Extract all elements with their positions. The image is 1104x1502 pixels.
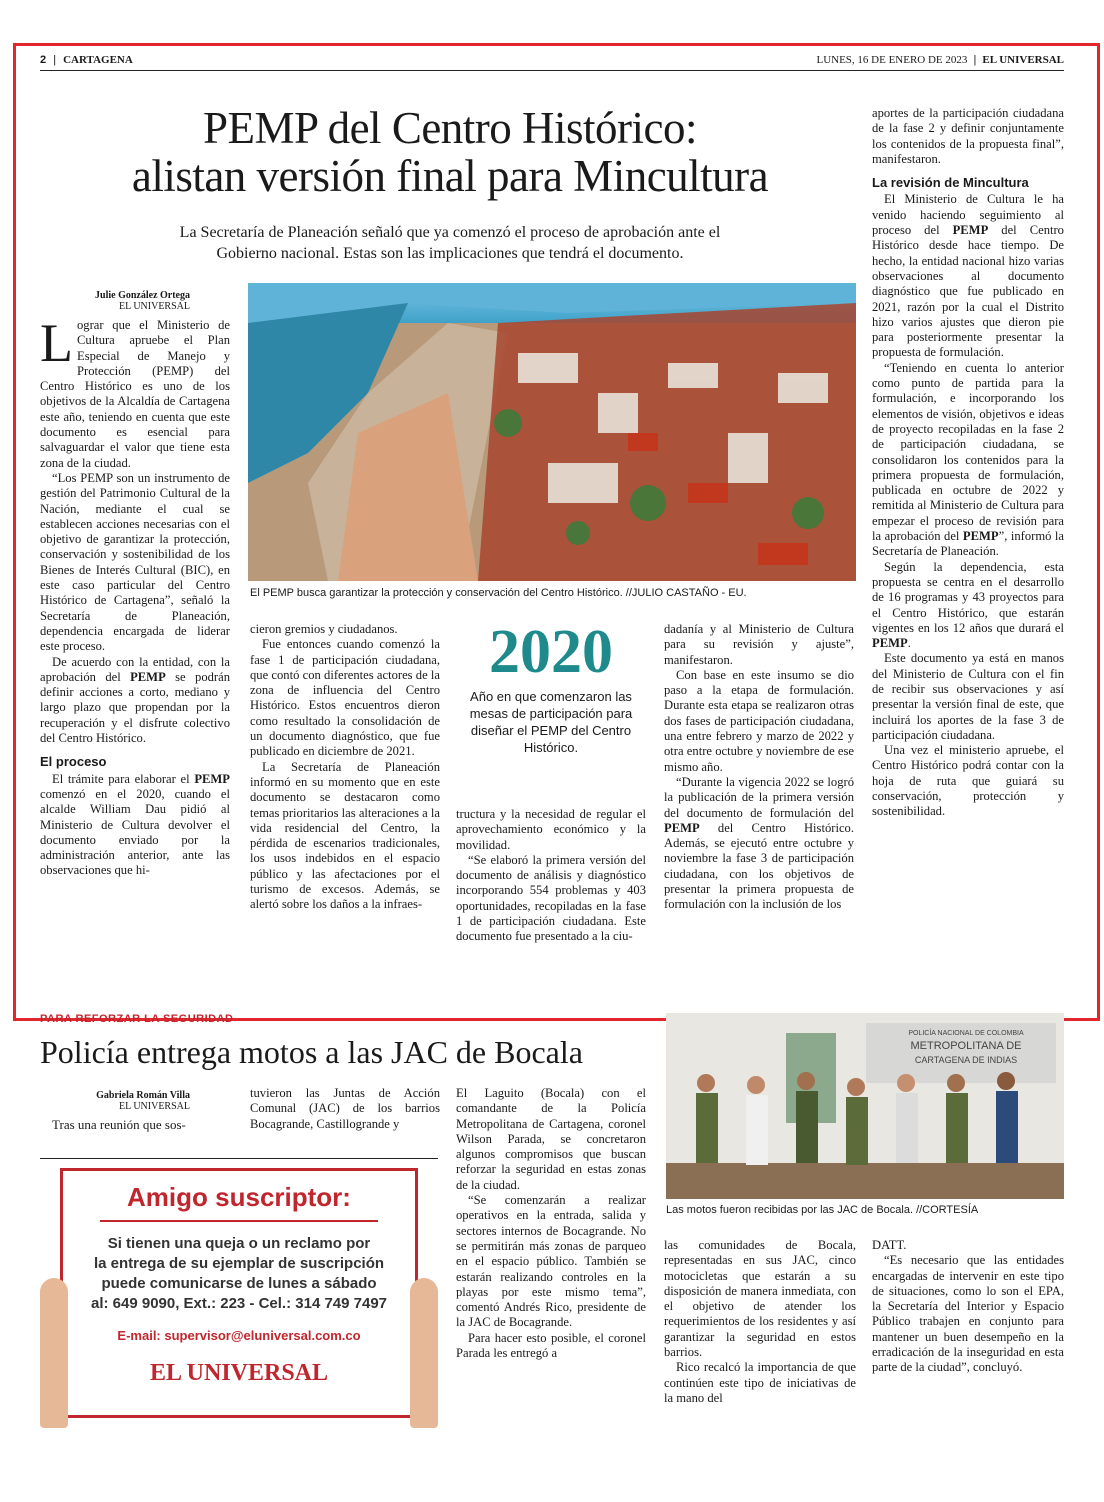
svg-text:CARTAGENA DE INDIAS: CARTAGENA DE INDIAS [914,1055,1018,1065]
ad-email: E-mail: supervisor@eluniversal.com.co [117,1328,361,1343]
byline [40,290,190,312]
ad-title: Amigo suscriptor: [127,1182,351,1212]
drop-cap: L [40,313,73,373]
byline [40,1090,190,1112]
author-outlet: EL UNIVERSAL [118,301,190,312]
police-group-image [666,1013,1064,1199]
subscriber-ad [40,1168,438,1428]
article2-photo [666,1013,1064,1199]
issue-date: LUNES, 16 DE ENERO DE 2023 [816,54,968,66]
author-name: Julie González Ortega [95,290,190,301]
stat-description: Año en que comenzaron las mesas de participación para diseñar el PEMP del Centro Histórico. [469,689,633,755]
city-aerial-image [248,283,856,581]
svg-text:POLICÍA NACIONAL DE COLOMBIA: POLICÍA NACIONAL DE COLOMBIA [908,1030,1024,1037]
stat-number: 2020 [489,618,613,686]
divider [40,1158,438,1159]
subheading: El proceso [40,754,107,770]
right-hand-icon [410,1278,438,1428]
article-column-5: aportes de la participación ciudadana de la fase 2 y definir conjuntamente los contenidos de la propuesta final”, manifestaron. La revisión de Mincultura El Ministerio de Cultura le ha venido haciendo seguimiento al proceso del PEMP del Centro Histórico desde hace tiempo. De hecho, la entidad nacional hizo varias observaciones al documento diagnóstico que fue publicado en 2021, razón por la cual el Distrito hizo varios ajustes que dieron pie para posteriormente presentar la propuesta de formulación. “Teniendo en cuenta lo anterior como punto de partida para la formulación, e incorporando los elementos de visión, objetivos e ideas de proyecto recopiladas en la fase 2 de participación ciudadana, se consolidaron los contenidos para la primera propuesta de formulación, publicada en octubre de 2022 y remitida al Ministerio de Cultura para empezar el proceso de revisión para la aprobación del PEMP”, informó la Secretaría de Planeación. Según la dependencia, esta propuesta se centra en el desarrollo de 16 programas y 43 proyectos para el Centro Histórico, que estarán vigentes en los 12 años que durará el PEMP. Este documento ya está en manos del Ministerio de Cultura con el fin de recibir sus observaciones y así presentar la versión final de este, que incluirá los aportes de la fase 3 de participación ciudadana. Una vez el ministerio apruebe, el Centro Histórico podrá contar con la hoja de ruta que guiará su conservación, protección y sostenibilidad. [872,106,1064,819]
article2-column-5: DATT. “Es necesario que las entidades encargadas de intervenir en este tipo de situaciones, como lo son el EPA, la Secretaría del Interior y Espacio Público trabajen en conjunto para mantener un buen desempeño en la erradicación de la inseguridad en esta parte de la ciudad”, concluyó. [872,1238,1064,1375]
author-outlet: EL UNIVERSAL [118,1101,190,1112]
stat-highlight [456,620,646,756]
subheading: La revisión de Mincultura [872,175,1029,191]
svg-text:METROPOLITANA DE: METROPOLITANA DE [910,1040,1022,1052]
article-column-3: tructura y la necesidad de regular el aprovechamiento económico y la movilidad. “Se elaboró la primera versión del documento de análisis y diagnóstico incorporando 554 problemas y 403 oportunidades, recopiladas en la fase 1 de participación ciudadana. Este documento fue presentado a la ciu- [456,807,646,944]
article-deck: La Secretaría de Planeación señaló que ya comenzó el proceso de aprobación ante el Gobierno nacional. Estas son las implicaciones que tendrá el documento. [179,224,721,262]
article2-headline: Policía entrega motos a las JAC de Bocala [40,1034,583,1070]
article2-column-2: tuvieron las Juntas de Acción Comunal (JAC) de los barrios Bocagrande, Castillogrande y [250,1086,440,1131]
article-photo [248,283,856,581]
article2-column-1: Tras una reunión que sos- [52,1117,186,1132]
section-name: CARTAGENA [63,54,133,66]
ad-brand: EL UNIVERSAL [149,1360,329,1386]
left-hand-icon [40,1278,68,1428]
author-name: Gabriela Román Villa [96,1090,190,1101]
article-column-1: Lograr que el Ministerio de Cultura apruebe el Plan Especial de Manejo y Protección (PEMP) del Centro Histórico es uno de los objetivos de la Alcaldía de Cartagena este año, teniendo en cuenta que este documento es esencial para salvaguardar el valor que tiene esta zona de la ciudad. “Los PEMP son un instrumento de gestión del Patrimonio Cultural de la Nación, mediante el cual se establecen acciones necesarias con el objetivo de garantizar la protección, conservación y sostenibilidad de los Bienes de Interés Cultural (BIC), en este caso particular del Centro Histórico de Cartagena”, señaló la Secretaría de Planeación, dependencia encargada de liderar este proceso. De acuerdo con la entidad, con la aprobación del PEMP se podrán definir acciones a corto, mediano y largo plazo que propendan por la recuperación y el disfrute colectivo del Centro Histórico. El proceso El trámite para elaborar el PEMP comenzó en el 2020, cuando el alcalde William Dau pidió al Ministerio de Cultura devolver el documento enviado por la administración anterior, ante las observaciones que hi- [40,313,230,878]
article2-kicker: PARA REFORZAR LA SEGURIDAD [40,1013,234,1025]
article2-column-3: El Laguito (Bocala) con el comandante de la Policía Metropolitana de Cartagena, coronel Wilson Parada, se concretaron algunos compromisos que buscan reforzar la seguridad en estas zonas de la ciudad. “Se comenzarán a realizar operativos en la entrada, salida y sectores internos de Bocagrande. No se permitirán más zonas de parqueo en el espacio público. También se estarán realizando controles en la playas por este mismo tema”, comentó Andrés Rico, presidente de la JAC de Bocagrande. Para hacer esto posible, el coronel Parada les entregó a [456,1086,646,1361]
article2-column-4: las comunidades de Bocala, representadas en sus JAC, cinco motocicletas que estarán a su disposición de manera inmediata, con el objetivo de atender los requerimientos de los residentes y así garantizar la seguridad en estos barrios. Rico recalcó la importancia de que continúen este tipo de iniciativas de la mano del [664,1238,856,1405]
ad-divider [100,1220,378,1222]
ad-body: Si tienen una queja o un reclamo por la entrega de su ejemplar de suscripción puede comunicarse de lunes a sábado al: 649 9090, Ext.: 223 - Cel.: 314 749 7497 [90,1235,388,1312]
article-column-2: cieron gremios y ciudadanos. Fue entonces cuando comenzó la fase 1 de participación ciudadana, que contó con diferentes actores de la zona de influencia del Centro Histórico. Estos encuentros dieron como resultado la consolidación de un documento diagnóstico, que fue publicado en diciembre de 2021. La Secretaría de Planeación informó en su momento que en este documento se destacaron como temas prioritarios las alteraciones a la vida residencial del Centro, la pérdida de escenarios tradicionales, los usos indebidos en el espacio público y las afectaciones por el turismo de excesos. Además, se alertó sobre los daños a la infraes- [250,622,440,912]
paper-name: EL UNIVERSAL [982,54,1064,66]
article2-photo-caption: Las motos fueron recibidas por las JAC de Bocala. //CORTESÍA [666,1204,979,1216]
article-headline: PEMP del Centro Histórico: alistan versión final para Mincultura [131,103,769,201]
article-column-4: dadanía y al Ministerio de Cultura para su revisión y ajuste”, manifestaron. Con base en este insumo se dio paso a la etapa de formulación. Durante esta etapa se realizaron otras dos fases de participación ciudadana, una entre febrero y marzo de 2022 y otra entre octubre y noviembre de ese mismo año. “Durante la vigencia 2022 se logró la publicación de la primera versión del documento de formulación del PEMP del Centro Histórico. Además, se ejecutó entre octubre y noviembre la fase 3 de participación ciudadana, con los objetivos de presentar la primera propuesta de formulación con la inclusión de los [664,622,854,912]
page-number: 2 [40,54,47,66]
photo-caption: El PEMP busca garantizar la protección y conservación del Centro Histórico. //JULIO CASTAÑO - EU. [250,587,747,599]
page-header: 2 | CARTAGENA LUNES, 16 DE ENERO DE 2023 | EL UNIVERSAL [40,54,1064,71]
